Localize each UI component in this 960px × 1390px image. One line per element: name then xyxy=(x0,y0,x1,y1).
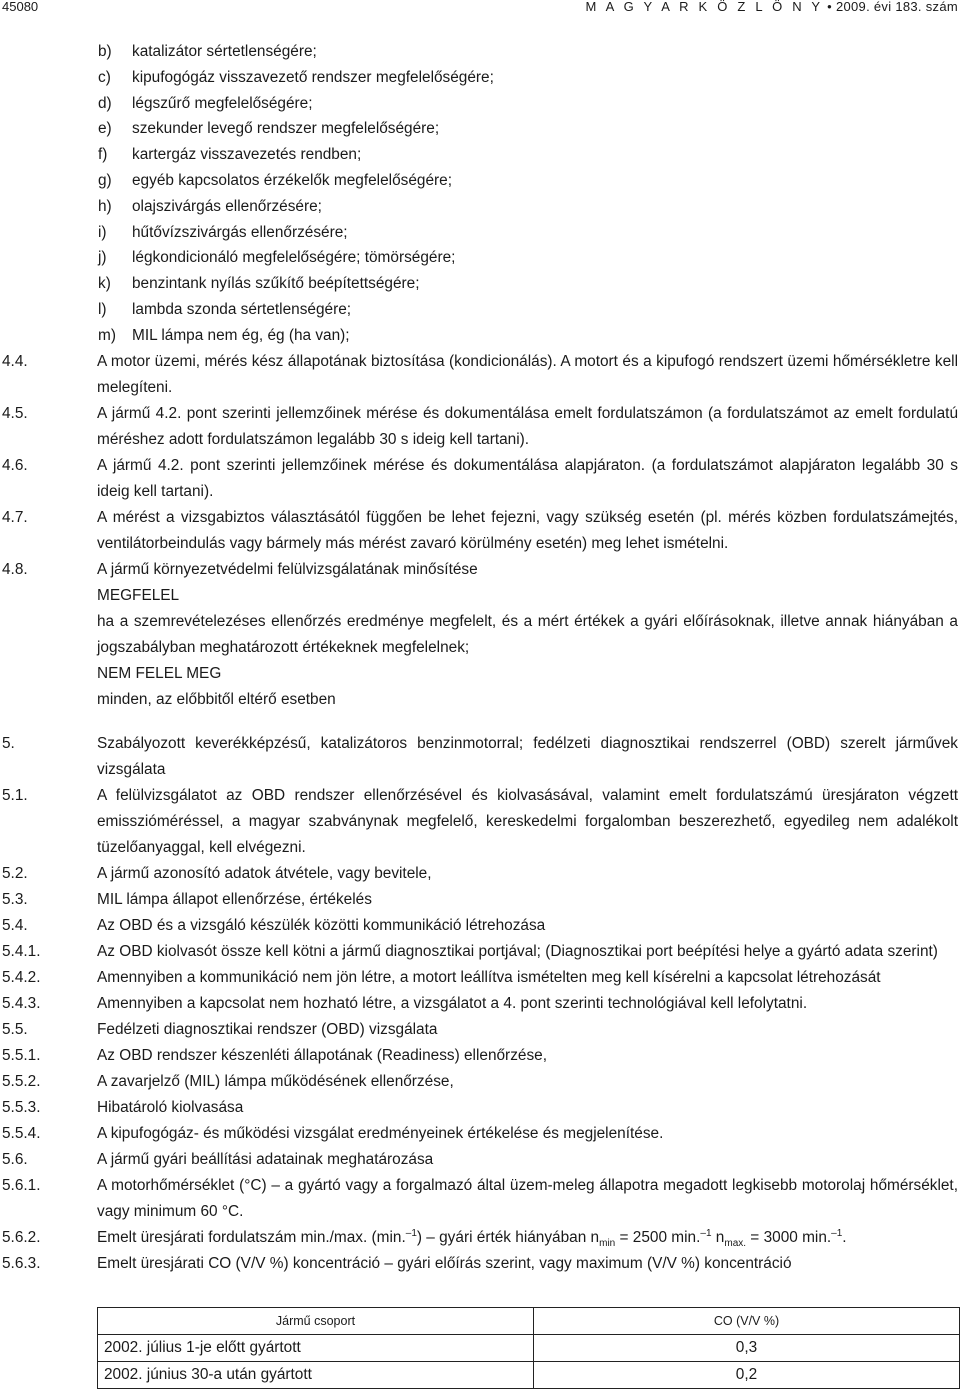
item-text: A jármű gyári beállítási adatainak meghatározása xyxy=(97,1150,434,1168)
rating-fail-text: minden, az előbbitől eltérő esetben xyxy=(97,690,336,708)
item-text: A jármű azonosító adatok átvétele, vagy bevitele, xyxy=(97,864,432,882)
item-number: 5.6.3. xyxy=(2,1254,41,1272)
rating-pass-text: ha a szemrevételezéses ellenőrzés eredménye megfelelt, és a mért értékek a gyári előírásoknak, illetve annak hiányában a jogszabályban meghatározott értékeknek megfelelnek; xyxy=(97,612,958,656)
list-item xyxy=(0,91,960,117)
co-limit-table xyxy=(97,1307,960,1389)
item-text: Fedélzeti diagnosztikai rendszer (OBD) vizsgálata xyxy=(97,1020,438,1038)
item-number: 5.6. xyxy=(2,1150,28,1168)
list-item xyxy=(0,297,960,323)
rpm-text-1: Emelt üresjárati fordulatszám min./max. (min. xyxy=(97,1228,406,1246)
item-number: 5.5.3. xyxy=(2,1098,41,1116)
list-item xyxy=(0,194,960,220)
item-text: Az OBD kiolvasót össze kell kötni a jármű diagnosztikai portjával; (Diagnosztikai port beépítési helye a gyártó adata szerint) xyxy=(97,942,938,960)
rpm-text-3: = 2500 min. xyxy=(615,1228,701,1246)
item-number: 5.6.2. xyxy=(2,1228,41,1246)
item-text: Amennyiben a kapcsolat nem hozható létre, a vizsgálatot a 4. pont szerinti technológiával kell lefolytatni. xyxy=(97,994,808,1012)
item-text: MIL lámpa állapot ellenőrzése, értékelés xyxy=(97,890,372,908)
numbered-item xyxy=(0,913,960,939)
rpm-text-5: = 3000 min. xyxy=(746,1228,832,1246)
numbered-item xyxy=(0,1069,960,1095)
item-number: 5.3. xyxy=(2,890,28,908)
rating-fail-label: NEM FELEL MEG xyxy=(97,664,222,682)
numbered-item xyxy=(0,453,960,505)
list-item-text: egyéb kapcsolatos érzékelők megfelelőségére; xyxy=(132,171,452,189)
list-item xyxy=(0,220,960,246)
item-number: 5.5.2. xyxy=(2,1072,41,1090)
numbered-item xyxy=(0,1017,960,1043)
item-number: 5.2. xyxy=(2,864,28,882)
item-number: 4.7. xyxy=(2,508,28,526)
item-text: Emelt üresjárati CO (V/V %) koncentráció – gyári előírás szerint, vagy maximum (V/V %) koncentráció xyxy=(97,1254,792,1272)
numbered-item xyxy=(0,887,960,913)
item-text: A kipufogógáz- és működési vizsgálat eredményeinek értékelése és megjelenítése. xyxy=(97,1124,664,1142)
numbered-item xyxy=(0,1173,960,1225)
numbered-item xyxy=(0,1043,960,1069)
table-row xyxy=(98,1335,960,1362)
journal-name: M A G Y A R K Ö Z L Ö N Y xyxy=(585,0,824,14)
page-header xyxy=(0,0,960,14)
item-text: Hibatároló kiolvasása xyxy=(97,1098,244,1116)
rpm-exponent-1: –1 xyxy=(405,1227,417,1239)
table-cell: 0,3 xyxy=(534,1335,960,1362)
rpm-exponent-3: –1 xyxy=(831,1227,843,1239)
list-item-label: e) xyxy=(98,120,112,138)
item-number: 5.4.1. xyxy=(2,942,41,960)
item-text: Az OBD és a vizsgáló készülék közötti kommunikáció létrehozása xyxy=(97,916,546,934)
table-cell: 2002. június 30-a után gyártott xyxy=(98,1362,534,1389)
item-number: 5.5.1. xyxy=(2,1046,41,1064)
header-bullet: • xyxy=(827,0,833,14)
list-item xyxy=(0,168,960,194)
item-number: 5. xyxy=(2,734,15,752)
list-item-label: m) xyxy=(98,326,116,344)
item-number: 5.5. xyxy=(2,1020,28,1038)
numbered-item xyxy=(0,1251,960,1277)
list-item xyxy=(0,271,960,297)
numbered-item xyxy=(0,557,960,583)
rating-pass-label: MEGFELEL xyxy=(97,586,180,604)
item-text: A motorhőmérséklet (°C) – a gyártó vagy a forgalmazó által üzem-meleg állapotra megadott legkisebb motorolaj hőmérséklet, vagy minimum 60 °C. xyxy=(97,1176,958,1220)
list-item xyxy=(0,116,960,142)
issue-number: 2009. évi 183. szám xyxy=(835,0,958,14)
list-item-text: kartergáz visszavezetés rendben; xyxy=(132,146,362,164)
numbered-item xyxy=(0,401,960,453)
list-item-label: i) xyxy=(98,223,107,241)
list-item-text: légkondicionáló megfelelőségére; tömörségére; xyxy=(132,249,456,267)
rating-pass-block xyxy=(0,609,960,661)
item-number: 5.4.3. xyxy=(2,994,41,1012)
document-body xyxy=(0,39,960,1277)
page-number: 45080 xyxy=(2,0,39,14)
list-item-label: h) xyxy=(98,197,112,215)
item-number: 4.8. xyxy=(2,560,28,578)
item-text: A motor üzemi, mérés kész állapotának biztosítása (kondicionálás). A motort és a kipufogó rendszert üzemi hőmérsékletre kell melegíteni. xyxy=(97,352,958,396)
list-item-text: katalizátor sértetlenségére; xyxy=(132,43,317,60)
list-item xyxy=(0,323,960,349)
list-item-label: b) xyxy=(98,43,112,60)
table-header-vehicle-group: Jármű csoport xyxy=(98,1308,534,1335)
numbered-item xyxy=(0,783,960,861)
item-text: A jármű 4.2. pont szerinti jellemzőinek mérése és dokumentálása emelt fordulatszámon (a fordulatszámot az emelt fordulatú méréshez adott fordulatszámon legalább 30 s ideig kell tartani). xyxy=(97,404,958,448)
rpm-exponent-2: –1 xyxy=(700,1227,712,1239)
item-text: Szabályozott keverékképzésű, katalizátoros benzinmotorral; fedélzeti diagnosztikai rendszerrel (OBD) szerelt járművek vizsgálata xyxy=(97,734,958,778)
rpm-text-4: n xyxy=(711,1228,725,1246)
section-gap xyxy=(0,713,960,731)
rpm-text-6: . xyxy=(842,1228,847,1246)
list-item xyxy=(0,245,960,271)
list-item-text: MIL lámpa nem ég, ég (ha van); xyxy=(132,326,350,344)
item-number: 5.5.4. xyxy=(2,1124,41,1142)
item-text: A jármű 4.2. pont szerinti jellemzőinek mérése és dokumentálása alapjáraton. (a fordulatszámot alapjáraton legalább 30 s ideig kell tartani). xyxy=(97,456,958,500)
list-item xyxy=(0,39,960,65)
table-header-co: CO (V/V %) xyxy=(534,1308,960,1335)
item-number: 4.5. xyxy=(2,404,28,422)
rpm-text-2: ) – gyári érték hiányában n xyxy=(416,1228,600,1246)
numbered-item xyxy=(0,349,960,401)
item-number: 5.4. xyxy=(2,916,28,934)
numbered-item xyxy=(0,1121,960,1147)
list-item xyxy=(0,65,960,91)
table-row xyxy=(98,1362,960,1389)
item-number: 5.1. xyxy=(2,786,28,804)
item-text: A mérést a vizsgabiztos választásától függően be lehet fejezni, vagy szükség esetén (pl. mérés közben fordulatszámejtés, ventilátorbeindulás vagy bármely más mérést zavaró körülmény esetén) meg lehet ismételni. xyxy=(97,508,958,552)
list-item-label: l) xyxy=(98,300,107,318)
item-number: 5.6.1. xyxy=(2,1176,41,1194)
table-header-row xyxy=(98,1308,960,1335)
numbered-item-562 xyxy=(0,1225,960,1251)
numbered-item xyxy=(0,505,960,557)
list-item-text: olajszivárgás ellenőrzésére; xyxy=(132,197,322,215)
list-item-text: kipufogógáz visszavezető rendszer megfelelőségére; xyxy=(132,68,494,86)
list-item-label: f) xyxy=(98,146,108,164)
numbered-item xyxy=(0,991,960,1017)
sublist xyxy=(0,39,960,349)
rpm-subscript-min: min xyxy=(599,1237,616,1249)
item-text: A jármű környezetvédelmi felülvizsgálatának minősítése xyxy=(97,560,478,578)
numbered-item xyxy=(0,1147,960,1173)
item-text: Amennyiben a kommunikáció nem jön létre, a motort leállítva ismételten meg kell kísérelni a kapcsolat létrehozását xyxy=(97,968,881,986)
numbered-item xyxy=(0,965,960,991)
numbered-item xyxy=(0,731,960,783)
list-item-label: c) xyxy=(98,68,111,86)
journal-title xyxy=(585,0,958,14)
list-item-label: j) xyxy=(98,249,107,267)
list-item-text: benzintank nyílás szűkítő beépítettségére; xyxy=(132,275,420,293)
list-item-text: légszűrő megfelelőségére; xyxy=(132,94,313,112)
list-item-text: szekunder levegő rendszer megfelelőségére; xyxy=(132,120,440,138)
list-item-label: d) xyxy=(98,94,112,112)
item-text: Az OBD rendszer készenléti állapotának (Readiness) ellenőrzése, xyxy=(97,1046,547,1064)
numbered-item xyxy=(0,1095,960,1121)
list-item-text: lambda szonda sértetlenségére; xyxy=(132,300,352,318)
list-item-label: g) xyxy=(98,171,112,189)
list-item xyxy=(0,142,960,168)
list-item-text: hűtővízszivárgás ellenőrzésére; xyxy=(132,223,348,241)
table-cell: 0,2 xyxy=(534,1362,960,1389)
numbered-item xyxy=(0,861,960,887)
table-cell: 2002. július 1-je előtt gyártott xyxy=(98,1335,534,1362)
item-number: 4.6. xyxy=(2,456,28,474)
numbered-item xyxy=(0,939,960,965)
item-number: 5.4.2. xyxy=(2,968,41,986)
item-text xyxy=(97,1225,958,1251)
list-item-label: k) xyxy=(98,275,111,293)
rpm-subscript-max: max. xyxy=(724,1237,747,1249)
item-number: 4.4. xyxy=(2,352,28,370)
item-text: A felülvizsgálatot az OBD rendszer ellenőrzésével és kiolvasásával, valamint emelt fordulatszámú üresjáraton végzett emisszióméréssel, a magyar szabványnak megfelelő, kereskedelmi forgalomban beszerezhető, egyedileg nem adalékolt tüzelőanyaggal, kell elvégezni. xyxy=(97,786,958,856)
item-text: A zavarjelző (MIL) lámpa működésének ellenőrzése, xyxy=(97,1072,454,1090)
